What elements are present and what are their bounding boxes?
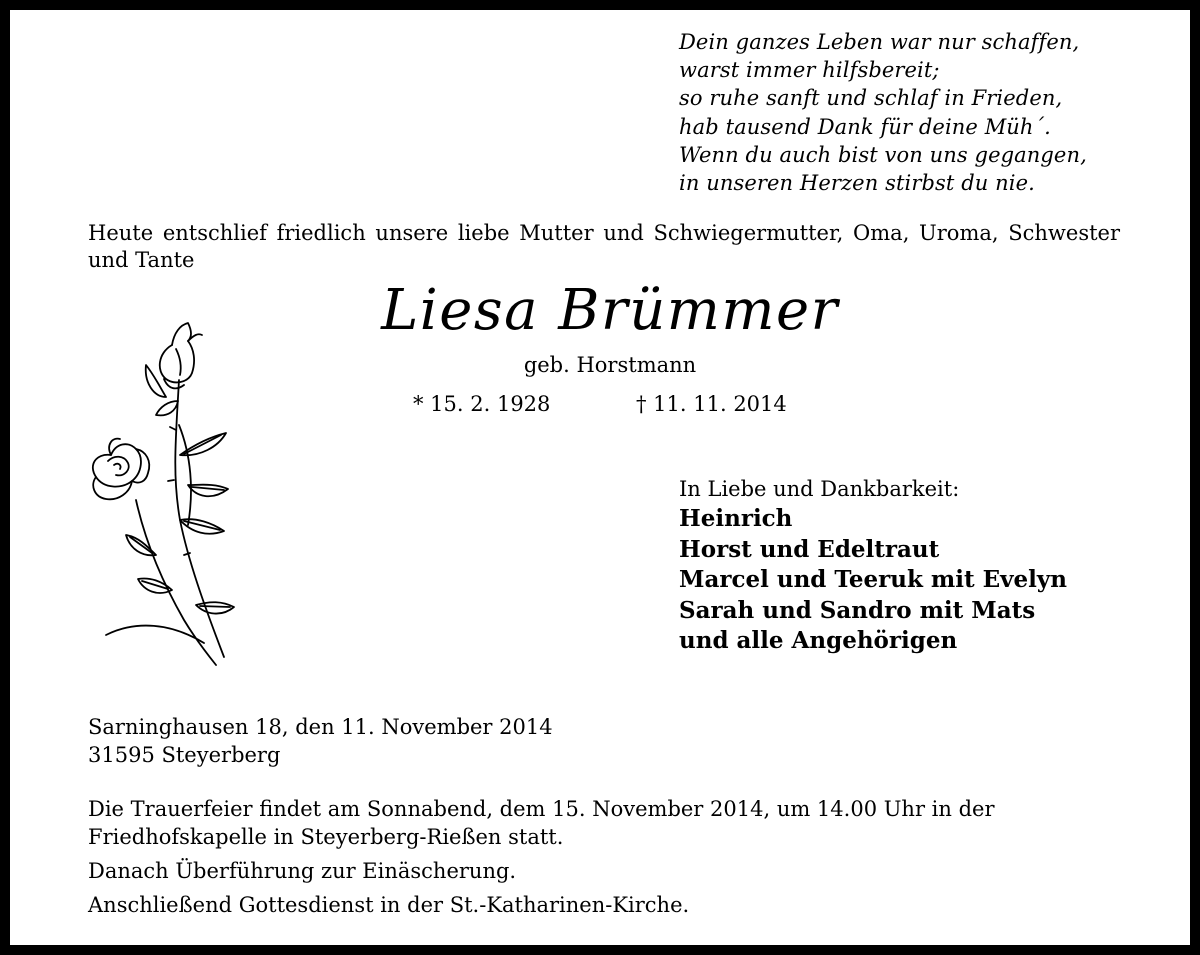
poem-line: warst immer hilfsbereit;: [679, 58, 940, 83]
poem-line: so ruhe sanft und schlaf in Frieden,: [679, 86, 1063, 111]
mourner-name: und alle Angehörigen: [679, 627, 958, 654]
mourner-name: Heinrich: [679, 505, 793, 532]
poem: [679, 28, 1149, 197]
poem-line: Dein ganzes Leben war nur schaffen,: [679, 30, 1080, 54]
thanks-line: In Liebe und Dankbarkeit:: [679, 477, 960, 501]
intro-text: Heute entschlief friedlich unsere liebe Mutter und Schwiegermutter, Oma, Uroma, Schwester und Tante: [88, 221, 1120, 272]
maiden-name: geb. Horstmann: [523, 353, 697, 377]
deceased-name: Liesa Brümmer: [381, 278, 839, 343]
notice-paragraph: Danach Überführung zur Einäscherung.: [88, 859, 517, 883]
poem-line: Wenn du auch bist von uns gegangen,: [679, 142, 1087, 167]
death-date: † 11. 11. 2014: [636, 392, 787, 416]
mourner-name: Horst und Edeltraut: [679, 535, 940, 563]
address-line: 31595 Steyerberg: [88, 743, 281, 767]
notice-paragraph: Die Trauerfeier findet am Sonnabend, dem 15. November 2014, um 14.00 Uhr in der Friedhofskapelle in Steyerberg-Rießen statt.: [88, 797, 995, 849]
birth-date: * 15. 2. 1928: [413, 392, 551, 416]
funeral-notice: [88, 795, 1120, 925]
address-block: [88, 713, 553, 769]
poem-line: hab tausend Dank für deine Müh´.: [679, 114, 1051, 139]
poem-line: in unseren Herzen stirbst du nie.: [679, 171, 1035, 196]
rose-drawing-icon: [76, 305, 256, 689]
mourners-list: [679, 504, 1067, 657]
mourner-name: Sarah und Sandro mit Mats: [679, 596, 1036, 624]
mourner-name: Marcel und Teeruk mit Evelyn: [679, 566, 1067, 593]
notice-paragraph: Anschließend Gottesdienst in der St.-Katharinen-Kirche.: [88, 893, 690, 917]
address-line: Sarninghausen 18, den 11. November 2014: [88, 715, 553, 739]
